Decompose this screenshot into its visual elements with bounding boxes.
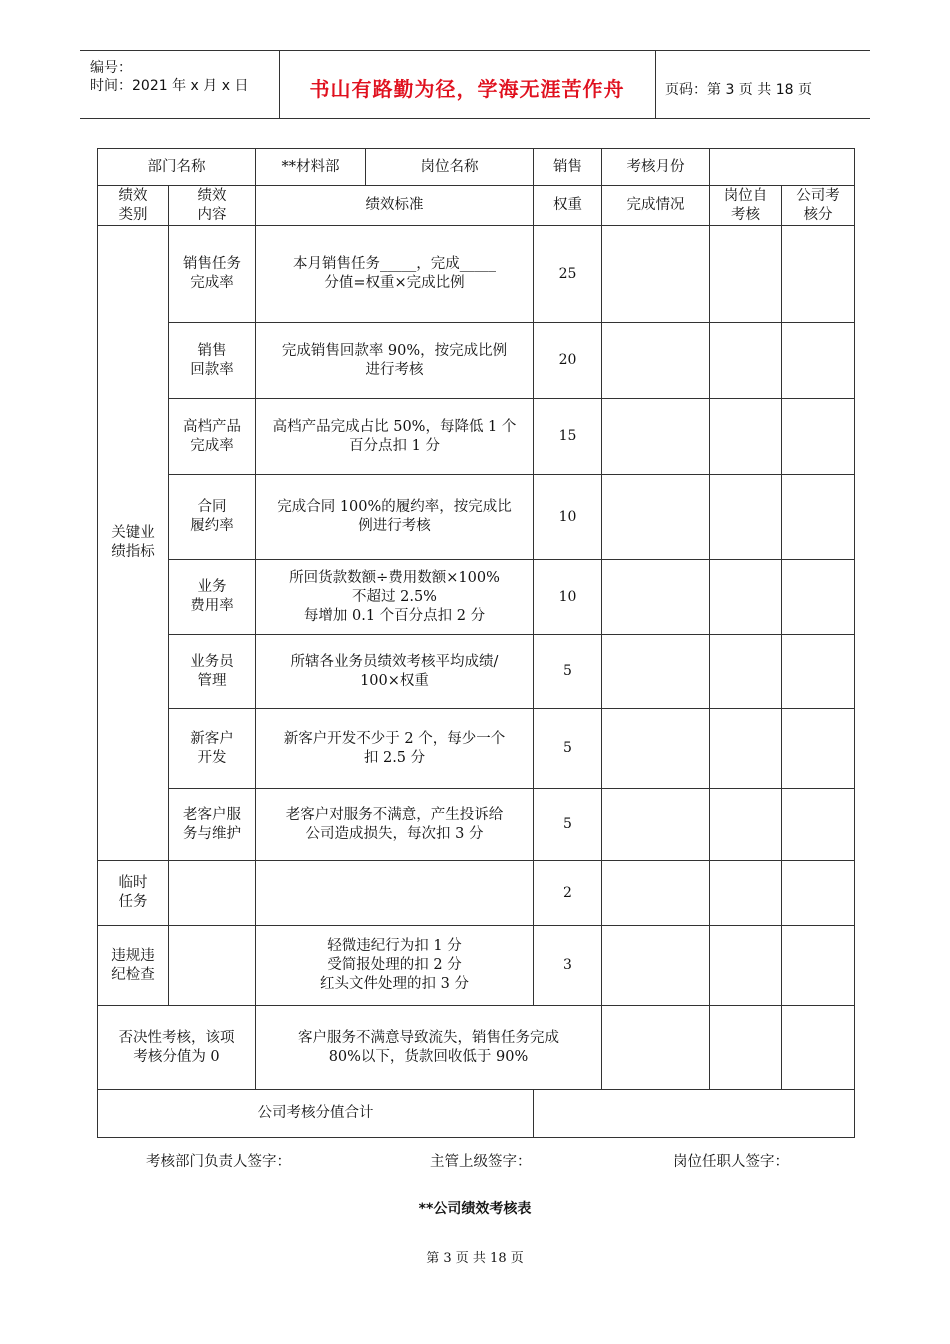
company-score-cell[interactable] — [782, 926, 855, 1006]
kpi-content: 销售任务 完成率 — [169, 226, 256, 323]
completion-cell[interactable] — [602, 1006, 710, 1090]
kpi-standard: 新客户开发不少于 2 个，每少一个 扣 2.5 分 — [256, 709, 534, 789]
total-value-cell[interactable] — [534, 1090, 855, 1138]
veto-standard: 客户服务不满意导致流失，销售任务完成 80%以下，货款回收低于 90% — [256, 1006, 602, 1090]
completion-cell[interactable] — [602, 789, 710, 861]
self-score-cell[interactable] — [710, 226, 782, 323]
kpi-standard: 所辖各业务员绩效考核平均成绩/ 100×权重 — [256, 635, 534, 709]
post-name-value[interactable]: 销售 — [534, 149, 602, 186]
kpi-standard: 老客户对服务不满意，产生投诉给 公司造成损失，每次扣 3 分 — [256, 789, 534, 861]
temp-task-content-cell[interactable] — [169, 861, 256, 926]
company-score-cell[interactable] — [782, 399, 855, 475]
company-score-cell[interactable] — [782, 635, 855, 709]
kpi-content: 业务 费用率 — [169, 560, 256, 635]
completion-cell[interactable] — [602, 399, 710, 475]
kpi-weight: 10 — [534, 560, 602, 635]
self-score-cell[interactable] — [710, 560, 782, 635]
employee-signature-label: 岗位任职人签字： — [673, 1154, 789, 1170]
document-title: **公司绩效考核表 — [418, 1201, 532, 1217]
company-score-cell[interactable] — [782, 861, 855, 926]
kpi-weight: 5 — [534, 789, 602, 861]
assessment-month-value[interactable] — [710, 149, 855, 186]
info-row — [98, 149, 855, 186]
serial-number-label: 编号： — [90, 60, 132, 76]
page-footer: 第 3 页 共 18 页 — [426, 1251, 524, 1266]
table-row — [98, 226, 855, 323]
col-category: 绩效 类别 — [98, 186, 169, 226]
col-self-score: 岗位自 考核 — [710, 186, 782, 226]
temp-task-category: 临时 任务 — [98, 861, 169, 926]
kpi-weight: 10 — [534, 475, 602, 560]
kpi-standard: 所回货款数额÷费用数额×100% 不超过 2.5% 每增加 0.1 个百分点扣 2 分 — [256, 560, 534, 635]
self-score-cell[interactable] — [710, 926, 782, 1006]
self-score-cell[interactable] — [710, 635, 782, 709]
veto-row — [98, 1006, 855, 1090]
self-score-cell[interactable] — [710, 1006, 782, 1090]
kpi-content: 合同 履约率 — [169, 475, 256, 560]
completion-cell[interactable] — [602, 926, 710, 1006]
company-score-cell[interactable] — [782, 709, 855, 789]
table-row — [98, 635, 855, 709]
header-divider — [655, 51, 656, 118]
violation-category: 违规违 纪检查 — [98, 926, 169, 1006]
company-score-cell[interactable] — [782, 323, 855, 399]
temp-task-weight: 2 — [534, 861, 602, 926]
dept-name-label: 部门名称 — [98, 149, 256, 186]
self-score-cell[interactable] — [710, 709, 782, 789]
company-score-cell[interactable] — [782, 226, 855, 323]
self-score-cell[interactable] — [710, 399, 782, 475]
completion-cell[interactable] — [602, 226, 710, 323]
kpi-content: 业务员 管理 — [169, 635, 256, 709]
self-score-cell[interactable] — [710, 789, 782, 861]
table-row — [98, 789, 855, 861]
kpi-content: 销售 回款率 — [169, 323, 256, 399]
completion-cell[interactable] — [602, 635, 710, 709]
violation-row — [98, 926, 855, 1006]
company-score-cell[interactable] — [782, 560, 855, 635]
total-label: 公司考核分值合计 — [98, 1090, 534, 1138]
kpi-standard: 本月销售任务_____，完成_____ 分值=权重×完成比例 — [256, 226, 534, 323]
completion-cell[interactable] — [602, 861, 710, 926]
dept-head-signature-label: 考核部门负责人签字： — [146, 1154, 291, 1170]
header-page-info: 页码：第 3 页 共 18 页 — [665, 82, 812, 98]
col-weight: 权重 — [534, 186, 602, 226]
supervisor-signature-label: 主管上级签字： — [430, 1154, 532, 1170]
kpi-content: 老客户服 务与维护 — [169, 789, 256, 861]
kpi-weight: 5 — [534, 709, 602, 789]
assessment-month-label: 考核月份 — [602, 149, 710, 186]
violation-content-cell[interactable] — [169, 926, 256, 1006]
completion-cell[interactable] — [602, 323, 710, 399]
header-slogan: 书山有路勤为径，学海无涯苦作舟 — [309, 77, 625, 101]
table-row — [98, 560, 855, 635]
col-company-score: 公司考 核分 — [782, 186, 855, 226]
table-row — [98, 709, 855, 789]
company-score-cell[interactable] — [782, 475, 855, 560]
post-name-label: 岗位名称 — [366, 149, 534, 186]
total-row — [98, 1090, 855, 1138]
kpi-content: 新客户 开发 — [169, 709, 256, 789]
key-category-cell: 关键业 绩指标 — [98, 226, 169, 861]
page-header — [80, 50, 870, 119]
date-label: 时间：2021 年 x 月 x 日 — [90, 78, 249, 94]
kpi-weight: 5 — [534, 635, 602, 709]
performance-assessment-table — [97, 148, 855, 1138]
kpi-standard: 完成销售回款率 90%，按完成比例 进行考核 — [256, 323, 534, 399]
kpi-weight: 25 — [534, 226, 602, 323]
col-standard: 绩效标准 — [256, 186, 534, 226]
dept-name-value[interactable]: **材料部 — [256, 149, 366, 186]
company-score-cell[interactable] — [782, 1006, 855, 1090]
kpi-weight: 15 — [534, 399, 602, 475]
col-content: 绩效 内容 — [169, 186, 256, 226]
temp-task-row — [98, 861, 855, 926]
temp-task-standard-cell[interactable] — [256, 861, 534, 926]
col-completion: 完成情况 — [602, 186, 710, 226]
violation-standard: 轻微违纪行为扣 1 分 受简报处理的扣 2 分 红头文件处理的扣 3 分 — [256, 926, 534, 1006]
kpi-standard: 完成合同 100%的履约率，按完成比 例进行考核 — [256, 475, 534, 560]
kpi-weight: 20 — [534, 323, 602, 399]
self-score-cell[interactable] — [710, 475, 782, 560]
kpi-standard: 高档产品完成占比 50%，每降低 1 个 百分点扣 1 分 — [256, 399, 534, 475]
completion-cell[interactable] — [602, 560, 710, 635]
kpi-content: 高档产品 完成率 — [169, 399, 256, 475]
self-score-cell[interactable] — [710, 323, 782, 399]
table-row — [98, 475, 855, 560]
company-score-cell[interactable] — [782, 789, 855, 861]
self-score-cell[interactable] — [710, 861, 782, 926]
column-header-row — [98, 186, 855, 226]
completion-cell[interactable] — [602, 709, 710, 789]
table-row — [98, 323, 855, 399]
veto-category: 否决性考核，该项 考核分值为 0 — [98, 1006, 256, 1090]
table-row — [98, 399, 855, 475]
violation-weight: 3 — [534, 926, 602, 1006]
completion-cell[interactable] — [602, 475, 710, 560]
